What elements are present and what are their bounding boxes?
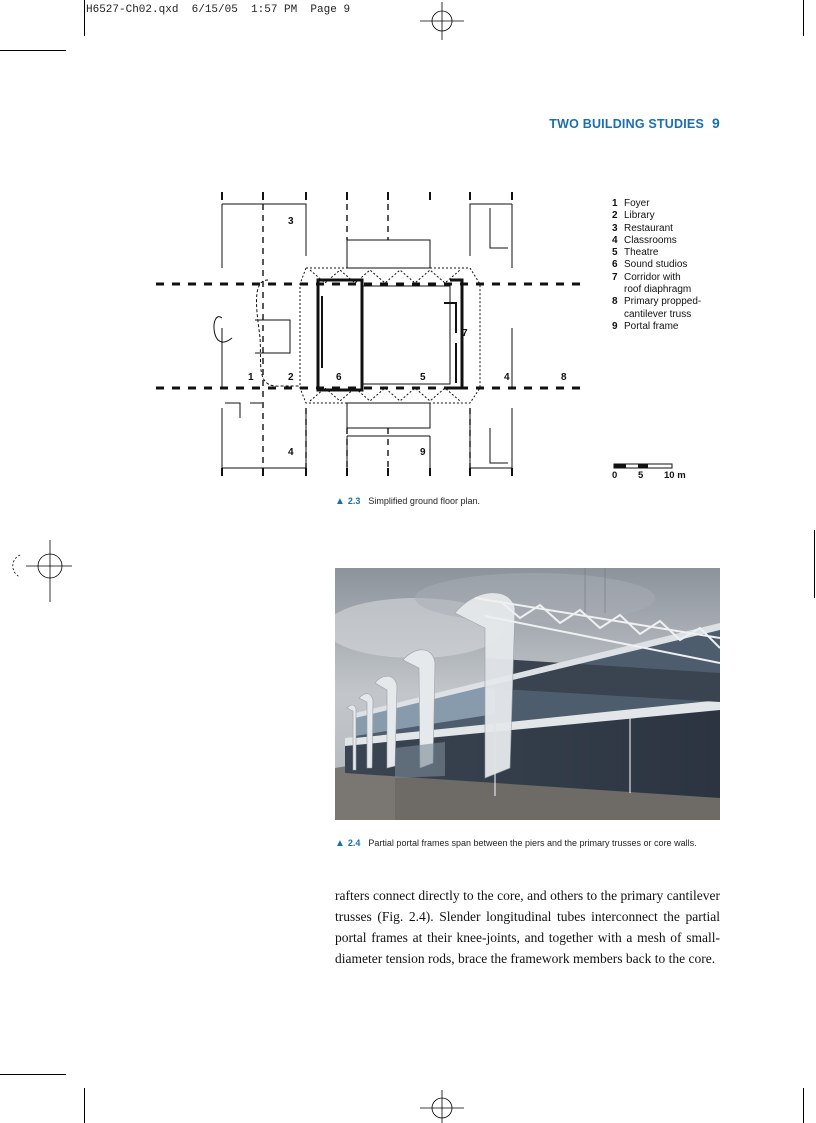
legend-item: cantilever truss (624, 308, 692, 320)
plan-label: 3 (288, 216, 294, 227)
crop-mark (814, 530, 815, 598)
legend-item: roof diaphragm (624, 284, 692, 296)
plan-label: 4 (504, 372, 510, 383)
body-paragraph: rafters connect directly to the core, and others to the primary cantilever trusses (Fig. 2.4). Slender longitudinal tubes interconnect the partial portal frames at their knee-joints, and together with a mesh of small-diameter tension rods, brace the framework members back to the core. (335, 888, 720, 966)
building-photo (335, 568, 720, 820)
figure-caption (335, 838, 697, 849)
triangle-icon: ▲ (335, 838, 345, 849)
scale-bar (612, 462, 692, 486)
column-markers (222, 192, 512, 476)
legend-item: 4 Classrooms (612, 234, 677, 246)
legend-item: 6 Sound studios (612, 259, 688, 271)
crop-mark (84, 0, 85, 36)
legend-item: 8 Primary propped- (612, 296, 702, 308)
crop-mark (803, 1088, 804, 1123)
plan-label: 1 (248, 372, 254, 383)
crop-mark (0, 1074, 66, 1075)
registration-mark-left (0, 540, 72, 602)
registration-mark-top (420, 2, 464, 40)
ground-floor-plan (150, 188, 590, 483)
plan-label: 9 (420, 447, 426, 458)
figure-caption (335, 496, 480, 507)
legend-item: 3 Restaurant (612, 222, 673, 234)
plan-label: 4 (288, 447, 294, 458)
legend-item: 2 Library (612, 210, 655, 222)
scale-tick: 10 m (664, 470, 686, 481)
legend-item: 9 Portal frame (612, 320, 679, 332)
plan-label: 2 (288, 372, 294, 383)
page-number: 9 (712, 115, 720, 131)
triangle-icon: ▲ (335, 496, 345, 507)
scale-tick: 0 (612, 470, 618, 481)
figure-number: 2.3 (347, 496, 361, 506)
registration-mark-bottom (420, 1090, 464, 1123)
figure-number: 2.4 (347, 838, 361, 848)
plan-label: 8 (561, 372, 567, 383)
legend-item: 7 Corridor with (612, 271, 681, 283)
caption-text: Partial portal frames span between the piers and the primary trusses or core walls. (368, 838, 697, 848)
plan-label: 7 (462, 328, 468, 339)
print-slug: H6527-Ch02.qxd 6/15/05 1:57 PM Page 9 (86, 4, 351, 16)
running-header (549, 115, 720, 131)
crop-mark (0, 50, 66, 51)
plan-label: 6 (336, 372, 342, 383)
crop-mark (803, 0, 804, 36)
crop-mark (84, 1088, 85, 1123)
plan-label: 5 (420, 372, 426, 383)
caption-text: Simplified ground floor plan. (368, 496, 480, 506)
legend-item: 5 Theatre (612, 247, 659, 259)
chapter-title: TWO BUILDING STUDIES (549, 117, 704, 131)
plan-legend (612, 198, 701, 333)
legend-item: 1 Foyer (612, 198, 650, 209)
scale-tick: 5 (638, 470, 644, 481)
